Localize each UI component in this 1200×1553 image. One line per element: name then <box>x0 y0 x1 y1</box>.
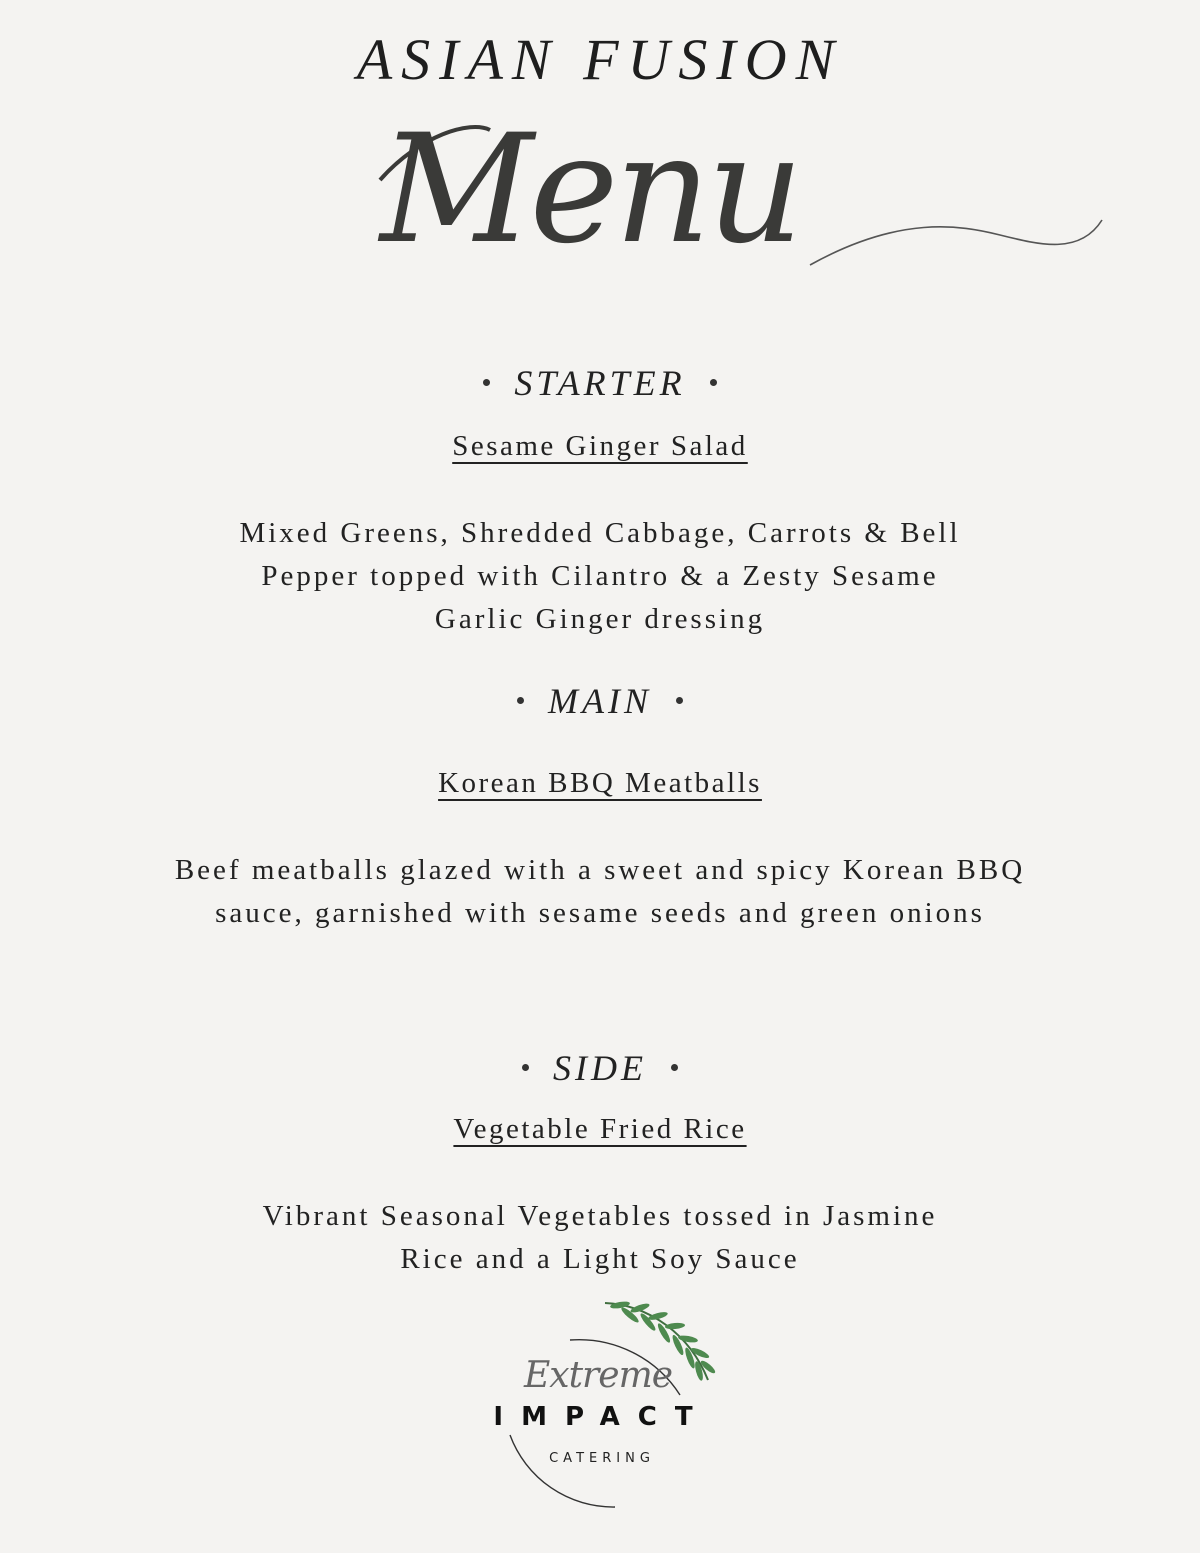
bullet-icon <box>671 1064 678 1071</box>
logo-name: IMPACT <box>493 1402 711 1432</box>
dish-title-side: Vegetable Fried Rice <box>453 1113 747 1145</box>
page-title: ASIAN FUSION <box>356 27 844 92</box>
bullet-icon <box>710 379 717 386</box>
section-heading-side: SIDE <box>0 1047 1200 1089</box>
bullet-icon <box>676 697 683 704</box>
dish-description-starter: Mixed Greens, Shredded Cabbage, Carrots & Bell Pepper topped with Cilantro & a Zesty Sesame Garlic Ginger dressing <box>239 517 961 635</box>
logo-tagline: CATERING <box>549 1451 655 1466</box>
dish-title-main: Korean BBQ Meatballs <box>438 767 762 799</box>
dish-description-side: Vibrant Seasonal Vegetables tossed in Jasmine Rice and a Light Soy Sauce <box>262 1200 938 1275</box>
bullet-icon <box>517 697 524 704</box>
script-title: Menu <box>380 103 800 277</box>
caterer-logo <box>480 1295 730 1525</box>
script-menu-heading <box>340 105 1120 305</box>
dish-title-starter: Sesame Ginger Salad <box>452 430 748 462</box>
logo-script-text: Extreme <box>524 1355 673 1396</box>
section-heading-main: MAIN <box>0 680 1200 722</box>
section-heading-starter: STARTER <box>0 362 1200 404</box>
dish-description-main: Beef meatballs glazed with a sweet and spicy Korean BBQ sauce, garnished with sesame seeds and green onions <box>174 854 1026 929</box>
bullet-icon <box>483 379 490 386</box>
bullet-icon <box>522 1064 529 1071</box>
